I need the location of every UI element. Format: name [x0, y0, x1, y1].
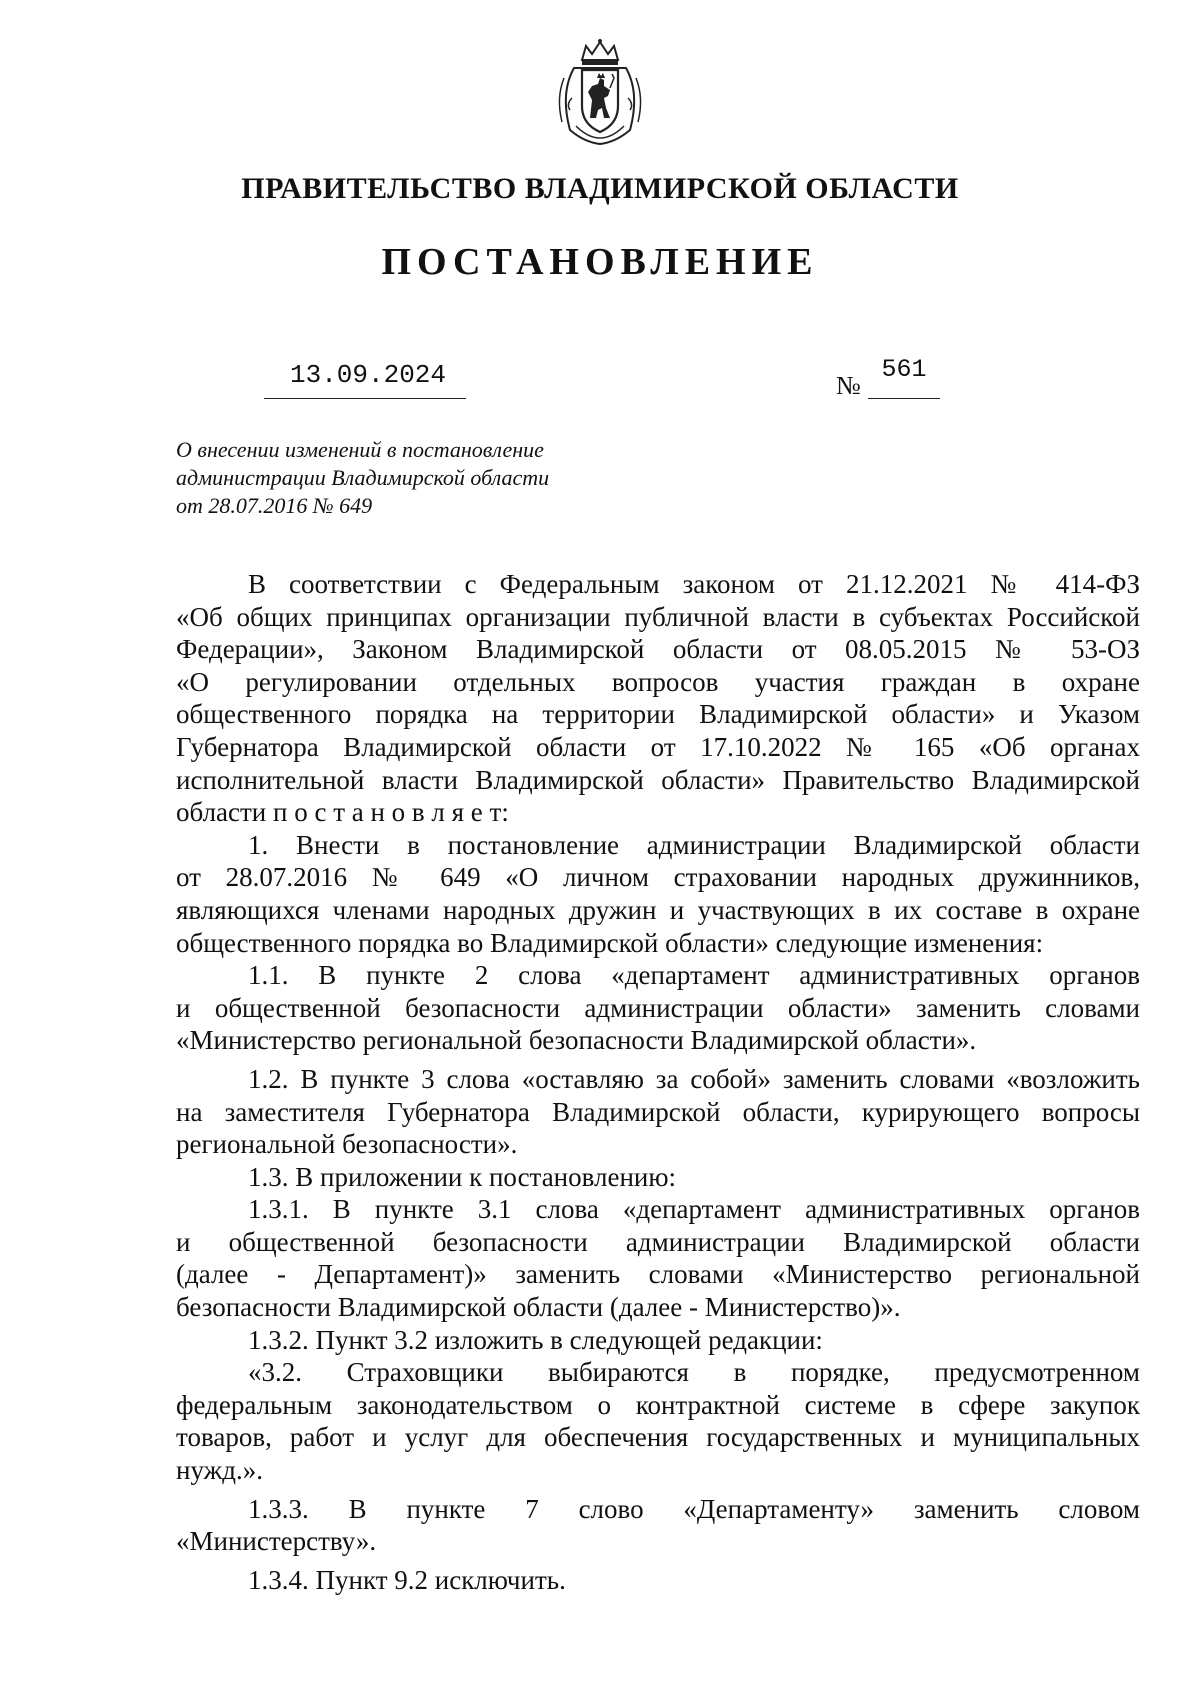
body-line: общественного порядка во Владимирской области» следующие изменения:	[176, 927, 1044, 958]
document-number: 561	[881, 355, 927, 384]
subject-line: О внесении изменений в постановление	[176, 437, 544, 462]
document-date: 13.09.2024	[289, 360, 447, 390]
body-line: «О регулировании отдельных вопросов участия граждан в охране	[176, 666, 1140, 697]
body-line: и общественной безопасности администрации Владимирской области	[176, 1226, 1140, 1257]
body-line: (далее - Департамент)» заменить словами «Министерство региональной	[176, 1259, 1140, 1290]
body-line: 1.2. В пункте 3 слова «оставляю за собой» заменить словами «возложить	[248, 1063, 1140, 1094]
body-line: безопасности Владимирской области (далее - Министерство)».	[176, 1292, 901, 1323]
body-line: 1.3.2. Пункт 3.2 изложить в следующей редакции:	[248, 1324, 823, 1355]
body-line: и общественной безопасности администрации области» заменить словами	[176, 992, 1140, 1023]
body-line: региональной безопасности».	[176, 1129, 518, 1160]
body-line: 1.1. В пункте 2 слова «департамент административных органов	[248, 960, 1140, 991]
body-line: общественного порядка на территории Владимирской области» и Указом	[176, 699, 1140, 730]
body-line: 1.3. В приложении к постановлению:	[248, 1161, 677, 1192]
document-body	[176, 568, 1140, 1596]
body-line: от 28.07.2016 № 649 «О личном страховании народных дружинников,	[176, 862, 1140, 893]
body-line: «Министерству».	[176, 1526, 377, 1557]
body-line: 1. Внести в постановление администрации Владимирской области	[248, 829, 1140, 860]
body-line: 1.3.1. В пункте 3.1 слова «департамент административных органов	[248, 1194, 1140, 1225]
subject-line: от 28.07.2016 № 649	[176, 493, 373, 518]
document-subject	[176, 436, 696, 520]
body-line: являющихся членами народных дружин и участвующих в их составе в охране	[176, 894, 1140, 925]
body-line: области п о с т а н о в л я е т:	[176, 797, 509, 828]
number-underline	[868, 398, 940, 399]
document-type: ПОСТАНОВЛЕНИЕ	[381, 241, 819, 283]
body-line: «Министерство региональной безопасности Владимирской области».	[176, 1025, 977, 1056]
body-line: на заместителя Губернатора Владимирской области, курирующего вопросы	[176, 1096, 1140, 1127]
body-line: Федерации», Законом Владимирской области от 08.05.2015 № 53-ОЗ	[176, 634, 1140, 665]
body-line: нужд.».	[176, 1455, 263, 1486]
subject-line: администрации Владимирской области	[176, 465, 550, 490]
body-line: 1.3.3. В пункте 7 слово «Департаменту» заменить словом	[248, 1493, 1140, 1524]
coat-of-arms-icon	[552, 38, 648, 148]
government-name: ПРАВИТЕЛЬСТВО ВЛАДИМИРСКОЙ ОБЛАСТИ	[241, 172, 959, 205]
body-line: 1.3.4. Пункт 9.2 исключить.	[248, 1564, 566, 1595]
body-line: «3.2. Страховщики выбираются в порядке, предусмотренном	[248, 1357, 1140, 1388]
body-line: федеральным законодательством о контрактной системе в сфере закупок	[176, 1389, 1140, 1420]
body-line: В соответствии с Федеральным законом от 21.12.2021 № 414-ФЗ	[248, 569, 1140, 599]
body-line: товаров, работ и услуг для обеспечения государственных и муниципальных	[176, 1422, 1140, 1453]
body-line: «Об общих принципах организации публичной власти в субъектах Российской	[176, 601, 1140, 632]
number-sign: №	[836, 371, 861, 400]
body-line: исполнительной власти Владимирской области» Правительство Владимирской	[176, 764, 1140, 795]
body-line: Губернатора Владимирской области от 17.10.2022 № 165 «Об органах	[176, 731, 1140, 762]
date-underline	[264, 398, 466, 399]
